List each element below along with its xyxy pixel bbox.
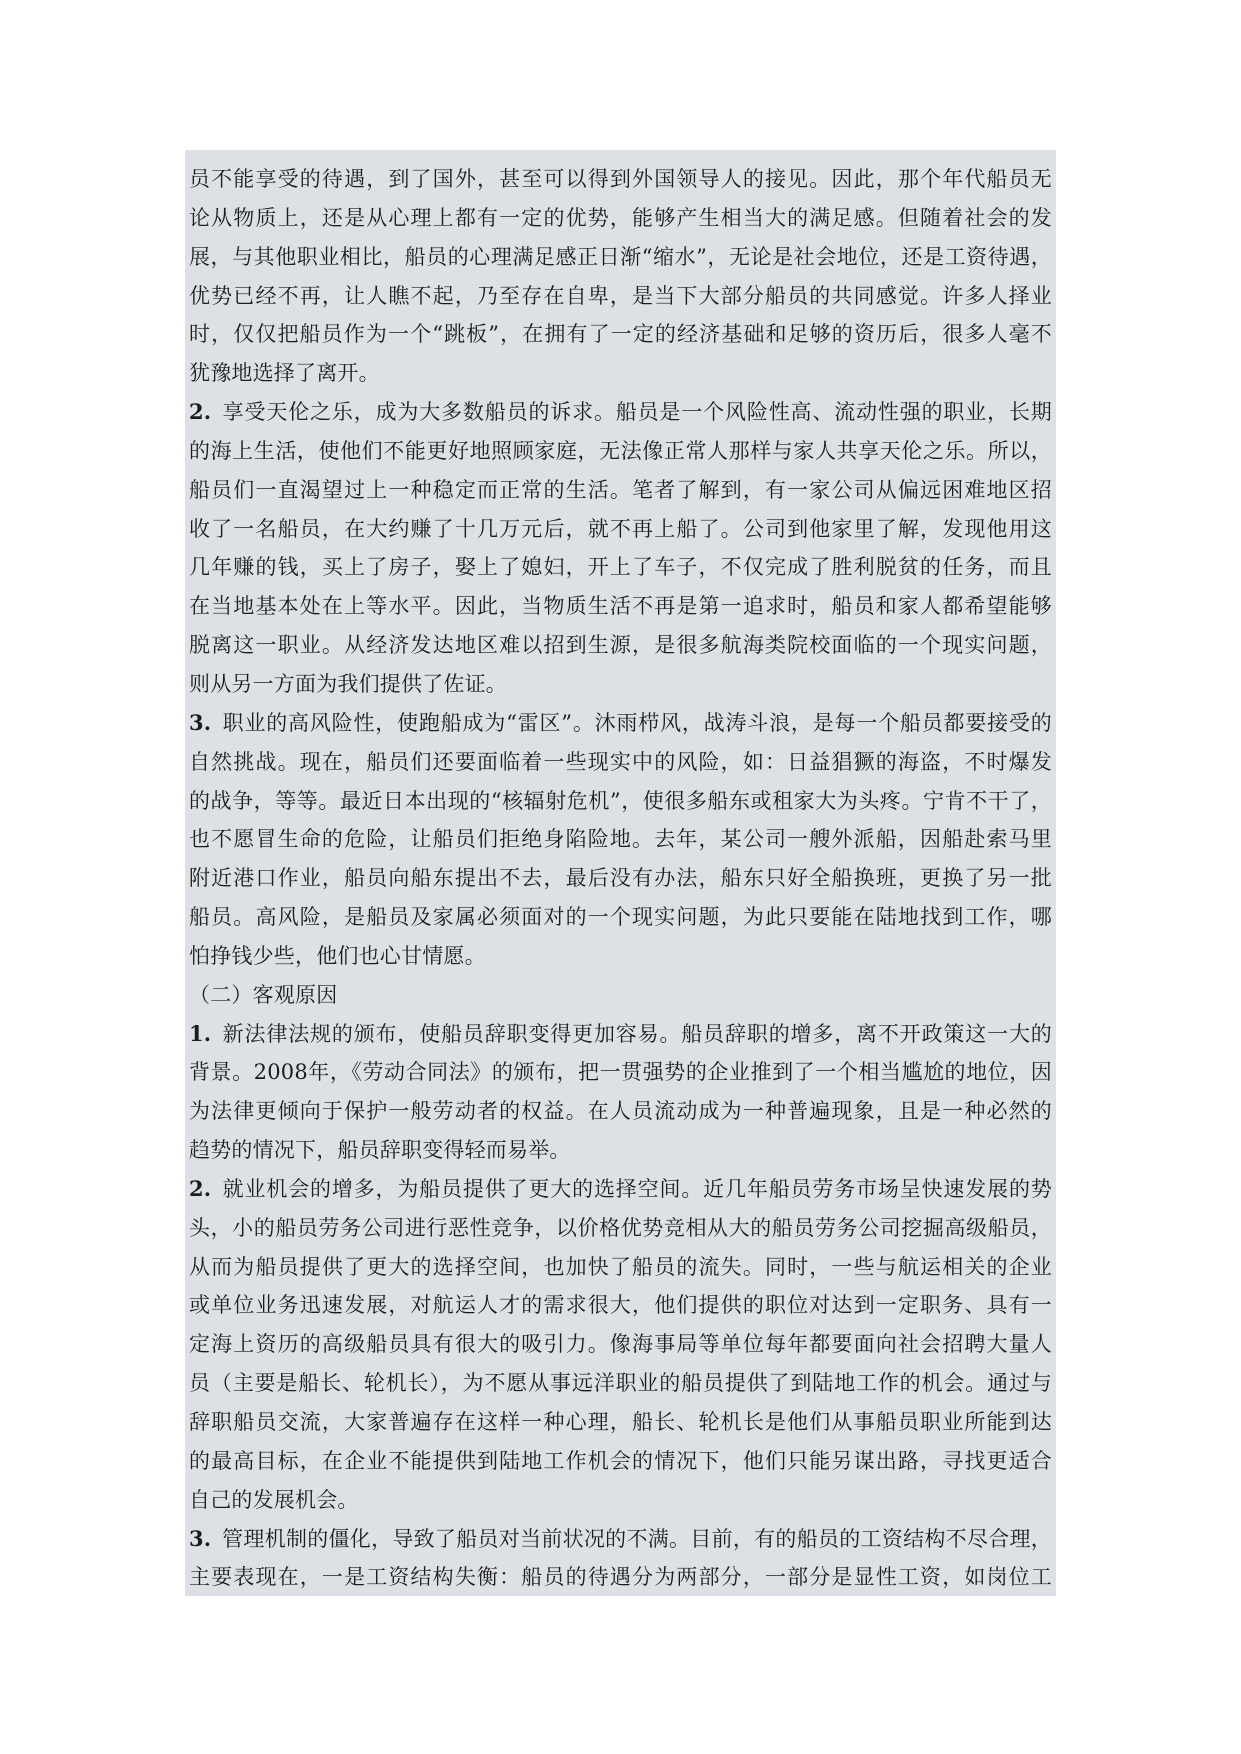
text-line — [189, 859, 1052, 898]
line-text: 新法律法规的颁布，使船员辞职变得更加容易。船员辞职的增多，离不开政策这一大的 — [222, 1021, 1052, 1046]
text-line — [189, 976, 1052, 1015]
line-text: 附近港口作业，船员向船东提出不去，最后没有办法，船东只好全船换班，更换了另一批 — [189, 866, 1052, 891]
text-line — [189, 315, 1052, 354]
list-number: 3. — [189, 709, 212, 735]
line-text: 也不愿冒生命的危险，让船员们拒绝身陷险地。去年，某公司一艘外派船，因船赴索马里 — [189, 827, 1052, 852]
text-line — [189, 898, 1052, 937]
line-text: 头，小的船员劳务公司进行恶性竞争，以价格优势竞相从大的船员劳务公司挖掘高级船员， — [189, 1215, 1052, 1240]
line-text: 怕挣钱少些，他们也心甘情愿。 — [189, 943, 486, 968]
line-text: 员不能享受的待遇，到了国外，甚至可以得到外国领导人的接见。因此，那个年代船员无 — [189, 167, 1052, 191]
text-line — [189, 277, 1052, 316]
line-text: 或单位业务迅速发展，对航运人才的需求很大，他们提供的职位对达到一定职务、具有一 — [189, 1293, 1052, 1318]
text-line — [189, 510, 1052, 549]
line-text: 的海上生活，使他们不能更好地照顾家庭，无法像正常人那样与家人共享天伦之乐。所以， — [189, 438, 1052, 463]
text-line — [189, 1520, 1052, 1559]
text-line — [189, 393, 1052, 432]
line-text: 的最高目标，在企业不能提供到陆地工作机会的情况下，他们只能另谋出路，寻找更适合 — [189, 1448, 1052, 1473]
text-line — [189, 548, 1052, 587]
line-text: 在当地基本处在上等水平。因此，当物质生活不再是第一追求时，船员和家人都希望能够 — [189, 594, 1052, 619]
line-text: 则从另一方面为我们提供了佐证。 — [189, 671, 507, 696]
text-line — [189, 1558, 1052, 1596]
line-text: 船员。高风险，是船员及家属必须面对的一个现实问题，为此只要能在陆地找到工作，哪 — [189, 905, 1052, 930]
list-number: 2. — [189, 399, 212, 425]
text-line — [189, 1170, 1052, 1209]
text-line — [189, 704, 1052, 743]
text-line — [189, 937, 1052, 976]
text-line — [189, 665, 1052, 704]
text-line — [189, 1248, 1052, 1287]
text-line — [189, 1131, 1052, 1170]
text-line — [189, 160, 1052, 199]
text-line — [189, 1364, 1052, 1403]
line-text: 为法律更倾向于保护一般劳动者的权益。在人员流动成为一种普遍现象，且是一种必然的 — [189, 1099, 1052, 1124]
line-text: 论从物质上，还是从心理上都有一定的优势，能够产生相当大的满足感。但随着社会的发 — [189, 205, 1052, 230]
line-text: 趋势的情况下，船员辞职变得轻而易举。 — [189, 1138, 571, 1163]
line-text: 几年赚的钱，买上了房子，娶上了媳妇，开上了车子，不仅完成了胜利脱贫的任务，而且 — [189, 555, 1052, 580]
text-line — [189, 1325, 1052, 1364]
text-line — [189, 471, 1052, 510]
document-text-block — [185, 150, 1056, 1596]
list-number: 1. — [189, 1020, 212, 1046]
line-text: 脱离这一职业。从经济发达地区难以招到生源，是很多航海类院校面临的一个现实问题， — [189, 633, 1052, 658]
text-line — [189, 1442, 1052, 1481]
text-line — [189, 782, 1052, 821]
list-number: 3. — [189, 1525, 212, 1551]
text-line — [189, 354, 1052, 393]
text-line — [189, 1403, 1052, 1442]
line-text: 就业机会的增多，为船员提供了更大的选择空间。近几年船员劳务市场呈快速发展的势 — [222, 1176, 1052, 1201]
line-text: 船员们一直渴望过上一种稳定而正常的生活。笔者了解到，有一家公司从偏远困难地区招 — [189, 477, 1052, 502]
line-text: 员（主要是船长、轮机长），为不愿从事远洋职业的船员提供了到陆地工作的机会。通过与 — [189, 1371, 1052, 1396]
line-text: 犹豫地选择了离开。 — [189, 361, 380, 386]
text-line — [189, 1209, 1052, 1248]
line-text: 辞职船员交流，大家普遍存在这样一种心理，船长、轮机长是他们从事船员职业所能到达 — [189, 1410, 1052, 1434]
line-text: 自然挑战。现在，船员们还要面临着一些现实中的风险，如：日益猖獗的海盗，不时爆发 — [189, 749, 1052, 774]
text-line — [189, 238, 1052, 277]
line-text: 背景。2008年，《劳动合同法》的颁布，把一贯强势的企业推到了一个相当尴尬的地位，因 — [189, 1060, 1052, 1085]
text-line — [189, 1286, 1052, 1325]
text-line — [189, 1481, 1052, 1520]
line-text: 优势已经不再，让人瞧不起，乃至存在自卑，是当下大部分船员的共同感觉。许多人择业 — [189, 283, 1052, 308]
line-text: 时，仅仅把船员作为一个“跳板”，在拥有了一定的经济基础和足够的资历后，很多人毫不 — [189, 322, 1052, 347]
line-text: 的战争，等等。最近日本出现的“核辐射危机”，使很多船东或租家大为头疼。宁肯不干了， — [189, 788, 1052, 813]
line-text: 享受天伦之乐，成为大多数船员的诉求。船员是一个风险性高、流动性强的职业，长期 — [222, 400, 1052, 425]
text-line — [189, 432, 1052, 471]
text-line — [189, 587, 1052, 626]
line-text: 收了一名船员，在大约赚了十几万元后，就不再上船了。公司到他家里了解，发现他用这 — [189, 516, 1052, 541]
text-line — [189, 199, 1052, 238]
line-text: 定海上资历的高级船员具有很大的吸引力。像海事局等单位每年都要面向社会招聘大量人 — [189, 1332, 1052, 1357]
list-number: 2. — [189, 1175, 212, 1201]
line-text: 从而为船员提供了更大的选择空间，也加快了船员的流失。同时，一些与航运相关的企业 — [189, 1254, 1052, 1279]
text-line — [189, 1092, 1052, 1131]
line-text: 职业的高风险性，使跑船成为“雷区”。沐雨栉风，战涛斗浪，是每一个船员都要接受的 — [222, 710, 1052, 735]
text-line — [189, 1053, 1052, 1092]
text-line — [189, 1015, 1052, 1054]
text-line — [189, 743, 1052, 782]
line-text: 主要表现在，一是工资结构失衡：船员的待遇分为两部分，一部分是显性工资，如岗位工 — [189, 1565, 1052, 1590]
text-line — [189, 626, 1052, 665]
text-line — [189, 820, 1052, 859]
line-text: 展，与其他职业相比，船员的心理满足感正日渐“缩水”，无论是社会地位，还是工资待遇， — [189, 244, 1052, 269]
line-text: 管理机制的僵化，导致了船员对当前状况的不满。目前，有的船员的工资结构不尽合理， — [222, 1526, 1052, 1551]
line-text: 自己的发展机会。 — [189, 1487, 359, 1512]
line-text: （二）客观原因 — [189, 982, 338, 1007]
